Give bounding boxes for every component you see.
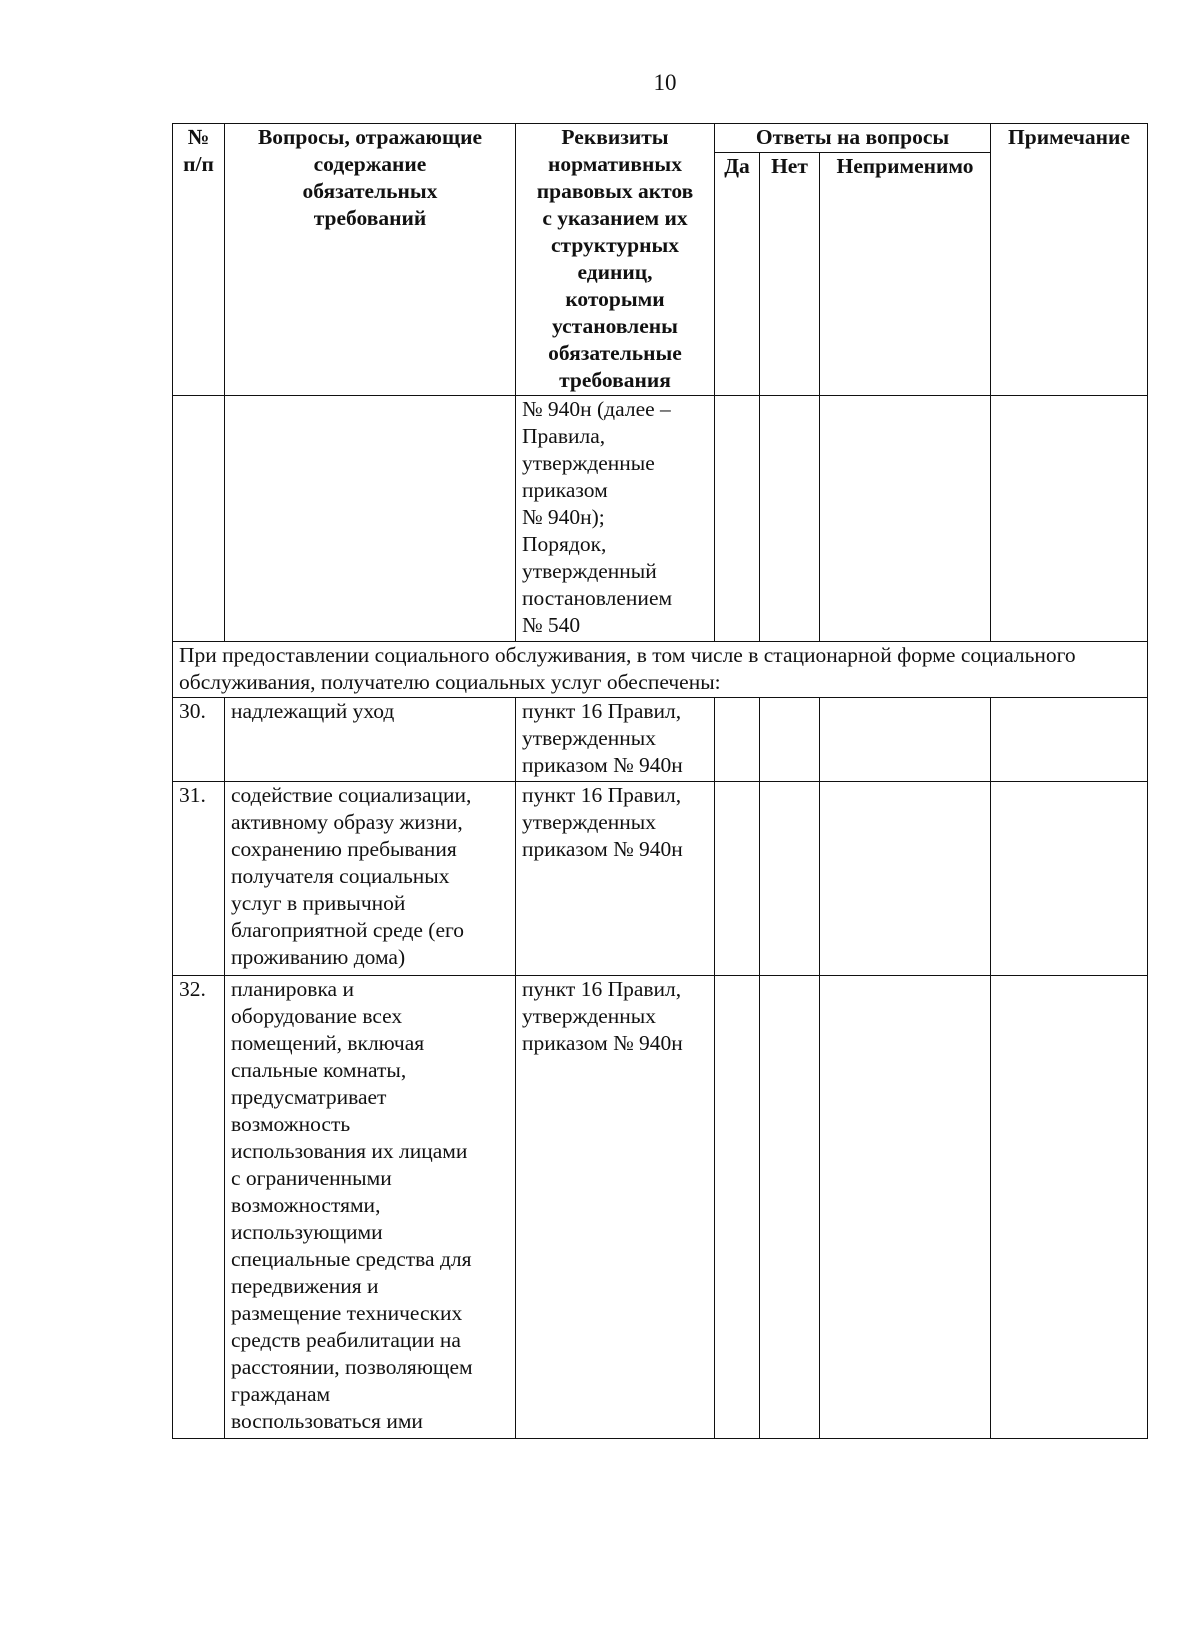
cell-yes: [715, 976, 760, 1439]
header-answers: Ответы на вопросы: [715, 124, 991, 153]
header-num: № п/п: [173, 124, 225, 396]
cell-yes: [715, 698, 760, 782]
header-row: [173, 124, 1148, 153]
header-note: Примечание: [991, 124, 1148, 396]
table-row: [173, 782, 1148, 976]
header-question: Вопросы, отражающие содержание обязательных требований: [225, 124, 516, 396]
table-row-continued: [173, 396, 1148, 642]
cell-requisites: пункт 16 Правил, утвержденных приказом № 940н: [516, 698, 715, 782]
cell-requisites: пункт 16 Правил, утвержденных приказом № 940н: [516, 782, 715, 976]
table-row: [173, 976, 1148, 1439]
cell-question: содействие социализации, активному образу жизни, сохранению пребывания получателя социальных услуг в привычной благоприятной среде (его проживанию дома): [225, 782, 516, 976]
cell-question: планировка и оборудование всех помещений, включая спальные комнаты, предусматривает возможность использования их лицами с ограниченными возможностями, использующими специальные средства для передвижения и размещение технических средств реабилитации на расстоянии, позволяющем гражданам воспользоваться ими: [225, 976, 516, 1439]
cell-requisites: № 940н (далее – Правила, утвержденные приказом № 940н); Порядок, утвержденный постановлением № 540: [516, 396, 715, 642]
cell-na: [820, 396, 991, 642]
cell-num: [173, 396, 225, 642]
page-number: 10: [653, 70, 677, 95]
cell-yes: [715, 396, 760, 642]
cell-no: [760, 976, 820, 1439]
cell-note: [991, 698, 1148, 782]
section-row: [173, 642, 1148, 698]
cell-no: [760, 396, 820, 642]
table-row: [173, 698, 1148, 782]
cell-requisites: пункт 16 Правил, утвержденных приказом № 940н: [516, 976, 715, 1439]
cell-yes: [715, 782, 760, 976]
header-na: Неприменимо: [820, 153, 991, 396]
cell-na: [820, 698, 991, 782]
cell-question: надлежащий уход: [225, 698, 516, 782]
cell-no: [760, 698, 820, 782]
cell-num: 32.: [173, 976, 225, 1439]
cell-na: [820, 782, 991, 976]
section-heading: При предоставлении социального обслуживания, в том числе в стационарной форме социального обслуживания, получателю социальных услуг обеспечены:: [173, 642, 1148, 698]
cell-na: [820, 976, 991, 1439]
header-yes: Да: [715, 153, 760, 396]
checklist-table: [172, 123, 1148, 1439]
header-requisites: Реквизиты нормативных правовых актов с указанием их структурных единиц, которыми установлены обязательные требования: [516, 124, 715, 396]
cell-note: [991, 976, 1148, 1439]
cell-num: 30.: [173, 698, 225, 782]
cell-num: 31.: [173, 782, 225, 976]
header-no: Нет: [760, 153, 820, 396]
cell-note: [991, 396, 1148, 642]
cell-no: [760, 782, 820, 976]
cell-note: [991, 782, 1148, 976]
cell-question: [225, 396, 516, 642]
